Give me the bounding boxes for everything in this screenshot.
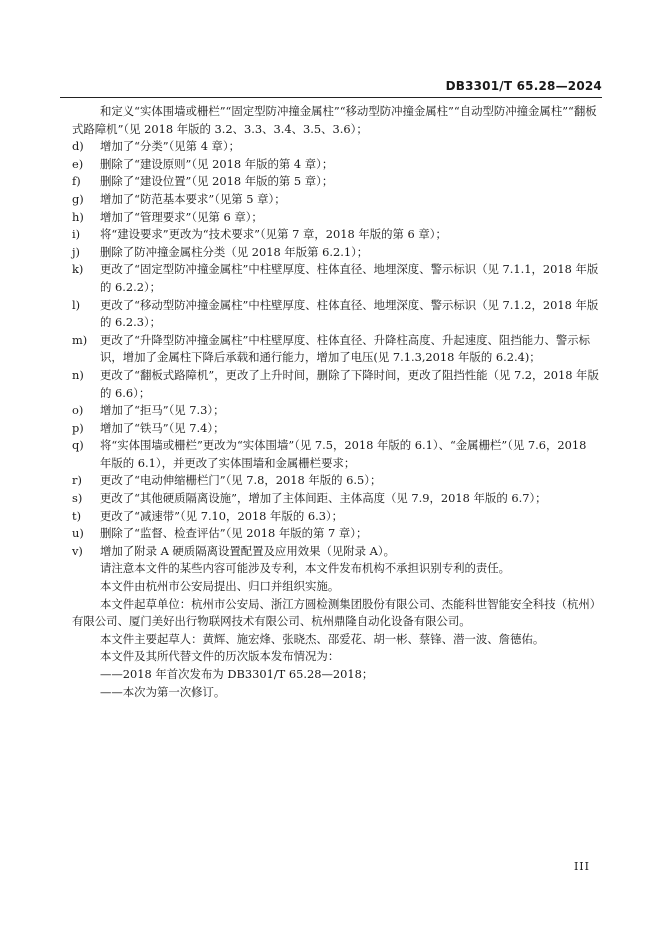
list-item-text: 更改了“其他硬质隔离设施”，增加了主体间距、主体高度（见 7.9，2018 年版的 6.7）； bbox=[100, 491, 547, 506]
paragraph: 本文件由杭州市公安局提出、归口并组织实施。 bbox=[100, 579, 340, 594]
list-item-label: q) bbox=[72, 438, 84, 453]
list-item bbox=[72, 490, 600, 508]
list-item-label: d) bbox=[72, 139, 84, 154]
document-code: DB3301/T 65.28—2024 bbox=[445, 79, 602, 93]
list-item bbox=[72, 297, 600, 332]
list-item-label: s) bbox=[72, 491, 83, 506]
paragraph: ——本次为第一次修订。 bbox=[100, 684, 226, 699]
list-item bbox=[72, 437, 600, 472]
list-item-text: 删除了“建设位置”（见 2018 年版的第 5 章）； bbox=[100, 174, 334, 189]
list-item-label: f) bbox=[72, 174, 81, 189]
list-item-text: 更改了“移动型防冲撞金属柱”中柱壁厚度、柱体直径、地埋深度、警示标识（见 7.1.2，2018 年版的 6.2.3）； bbox=[100, 297, 599, 330]
list-item-label: l) bbox=[72, 297, 81, 312]
paragraph: 本文件主要起草人：黄辉、施宏烽、张晓杰、邵爱花、胡一彬、蔡锋、潜一波、詹德佑。 bbox=[100, 631, 545, 646]
list-item-text: 更改了“电动伸缩栅栏门”（见 7.8，2018 年版的 6.5）； bbox=[100, 473, 382, 488]
paragraph: 本文件及其所代替文件的历次版本发布情况为： bbox=[100, 649, 340, 664]
list-item-text: 增加了附录 A 硬质隔离设置配置及应用效果（见附录 A）。 bbox=[100, 543, 395, 558]
list-item bbox=[72, 543, 600, 561]
list-item bbox=[72, 472, 600, 490]
paragraph: 请注意本文件的某些内容可能涉及专利，本文件发布机构不承担识别专利的责任。 bbox=[100, 561, 511, 576]
list-item bbox=[72, 508, 600, 526]
document-body bbox=[72, 103, 600, 701]
list-item-label: t) bbox=[72, 508, 82, 523]
page-number: III bbox=[573, 860, 590, 873]
list-item-label: i) bbox=[72, 227, 81, 242]
list-item-text: 更改了“固定型防冲撞金属柱”中柱壁厚度、柱体直径、地埋深度、警示标识（见 7.1.1，2018 年版的 6.2.2）； bbox=[100, 262, 599, 294]
continuation-text: 和定义“实体围墙或栅栏”“固定型防冲撞金属柱”“移动型防冲撞金属柱”“自动型防冲撞金属柱”“翻板式路障机”（见 2018 年版的 3.2、3.3、3.4、3.5、3.6）； bbox=[72, 104, 597, 136]
list-item-label: g) bbox=[72, 191, 84, 206]
change-list bbox=[72, 138, 600, 560]
list-item bbox=[72, 420, 600, 438]
list-item-text: 增加了“拒马”（见 7.3）； bbox=[100, 403, 225, 418]
list-item-label: p) bbox=[72, 420, 84, 435]
list-item-text: 删除了“建设原则”（见 2018 年版的第 4 章）； bbox=[100, 156, 334, 171]
list-item bbox=[72, 209, 600, 227]
paragraph: 本文件起草单位：杭州市公安局、浙江方圆检测集团股份有限公司、杰能科世智能安全科技（杭州）有限公司、厦门美好出行物联网技术有限公司、杭州鼎隆自动化设备有限公司。 bbox=[72, 596, 596, 629]
list-item-label: o) bbox=[72, 403, 84, 418]
list-item-text: 更改了“减速带”（见 7.10，2018 年版的 6.3）； bbox=[100, 508, 344, 523]
list-item-label: r) bbox=[72, 473, 82, 488]
list-item-text: 将“实体围墙或栅栏”更改为“实体围墙”（见 7.5，2018 年版的 6.1）、“金属栅栏”（见 7.6，2018 年版的 6.1），并更改了实体围墙和金属栅栏要求； bbox=[100, 438, 587, 470]
list-item bbox=[72, 367, 600, 402]
list-item-text: 删除了防冲撞金属柱分类（见 2018 年版第 6.2.1）； bbox=[100, 244, 369, 259]
list-item-label: n) bbox=[72, 367, 84, 382]
list-item bbox=[72, 191, 600, 209]
list-item-label: j) bbox=[72, 244, 80, 259]
list-item bbox=[72, 332, 600, 367]
list-item bbox=[72, 525, 600, 543]
paragraph: ——2018 年首次发布为 DB3301/T 65.28—2018； bbox=[100, 667, 374, 681]
list-item-label: v) bbox=[72, 543, 83, 558]
foreword-paragraphs bbox=[72, 560, 600, 701]
list-item-text: 增加了“分类”（见第 4 章）； bbox=[100, 139, 241, 154]
list-item-text: 增加了“防范基本要求”（见第 5 章）； bbox=[100, 191, 286, 206]
list-item-text: 增加了“管理要求”（见第 6 章）； bbox=[100, 209, 263, 224]
list-item-text: 更改了“翻板式路障机”，更改了上升时间，删除了下降时间，更改了阻挡性能（见 7.2，2018 年版的 6.6）； bbox=[100, 367, 599, 400]
list-item-label: u) bbox=[72, 526, 84, 541]
list-item bbox=[72, 244, 600, 262]
list-item-label: e) bbox=[72, 156, 84, 171]
header-rule bbox=[60, 97, 602, 98]
list-item-label: h) bbox=[72, 209, 84, 224]
list-item bbox=[72, 138, 600, 156]
list-item-text: 删除了“监督、检查评估”（见 2018 年版的第 7 章）； bbox=[100, 526, 368, 541]
list-item bbox=[72, 226, 600, 244]
list-item-label: m) bbox=[72, 332, 88, 347]
list-item bbox=[72, 173, 600, 191]
list-item bbox=[72, 402, 600, 420]
list-item-text: 更改了“升降型防冲撞金属柱”中柱壁厚度、柱体直径、升降柱高度、升起速度、阻挡能力、警示标识，增加了金属柱下降后承载和通行能力，增加了电压(见 7.1.3,2018 年版的 6.2.4)； bbox=[100, 332, 591, 365]
list-item bbox=[72, 261, 600, 296]
list-item-text: 增加了“铁马”（见 7.4）； bbox=[100, 420, 225, 435]
list-item-label: k) bbox=[72, 262, 84, 277]
list-item-text: 将“建设要求”更改为“技术要求”（见第 7 章，2018 年版的第 6 章）； bbox=[100, 227, 447, 242]
list-item bbox=[72, 156, 600, 174]
